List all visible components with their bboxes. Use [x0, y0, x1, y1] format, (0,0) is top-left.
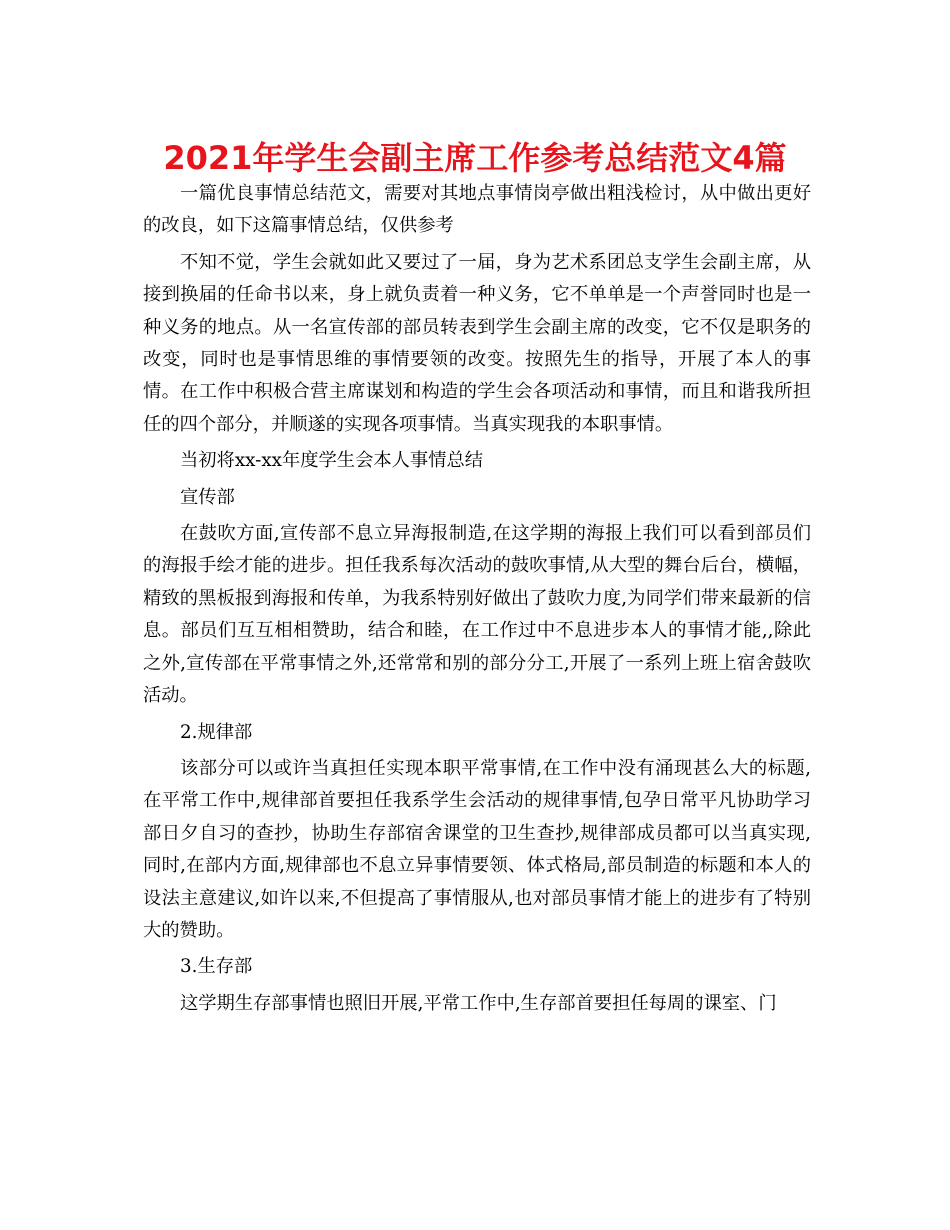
document-body — [143, 178, 811, 1020]
paragraph-intro: 一篇优良事情总结范文，需要对其地点事情岗亭做出粗浅检讨，从中做出更好的改良，如下这篇事情总结，仅供参考 — [143, 183, 811, 237]
section-heading-publicity: 宣传部 — [180, 486, 235, 508]
section-heading-living: 3.生存部 — [180, 956, 253, 978]
paragraph-summary-heading: 当初将xx-xx年度学生会本人事情总结 — [180, 450, 484, 472]
paragraph-overview: 不知不觉，学生会就如此又要过了一届，身为艺术系团总支学生会副主席，从接到换届的任命书以来，身上就负责着一种义务，它不单单是一个声誉同时也是一种义务的地点。从一名宣传部的部员转表到学生会副主席的改变，它不仅是职务的改变，同时也是事情思维的事情要领的改变。按照先生的指导，开展了本人的事情。在工作中积极合营主席谋划和构造的学生会各项活动和事情，而且和谐我所担任的四个部分，并顺遂的实现各项事情。当真实现我的本职事情。 — [143, 251, 811, 435]
document-title: 2021年学生会副主席工作参考总结范文4篇 — [163, 139, 787, 177]
section-heading-discipline: 2.规律部 — [180, 721, 253, 743]
paragraph-living: 这学期生存部事情也照旧开展,平常工作中,生存部首要担任每周的课室、门 — [180, 992, 777, 1014]
paragraph-discipline: 该部分可以或许当真担任实现本职平常事情,在工作中没有涌现甚么大的标题,在平常工作中,规律部首要担任我系学生会活动的规律事情,包孕日常平凡协助学习部日夕自习的查抄，协助生存部宿舍课堂的卫生查抄,规律部成员都可以当真实现,同时,在部内方面,规律部也不息立异事情要领、体式格局,部员制造的标题和本人的设法主意建议,如许以来,不但提高了事情服从,也对部员事情才能上的进步有了特别大的赞助。 — [143, 757, 811, 941]
paragraph-publicity: 在鼓吹方面,宣传部不息立异海报制造,在这学期的海报上我们可以看到部员们的海报手绘才能的进步。担任我系每次活动的鼓吹事情,从大型的舞台后台，横幅，精致的黑板报到海报和传单，为我系特别好做出了鼓吹力度,为同学们带来最新的信息。部员们互互相相赞助，结合和睦，在工作过中不息进步本人的事情才能,,除此之外,宣传部在平常事情之外,还常常和别的部分分工,开展了一系列上班上宿舍鼓吹活动。 — [143, 523, 811, 707]
